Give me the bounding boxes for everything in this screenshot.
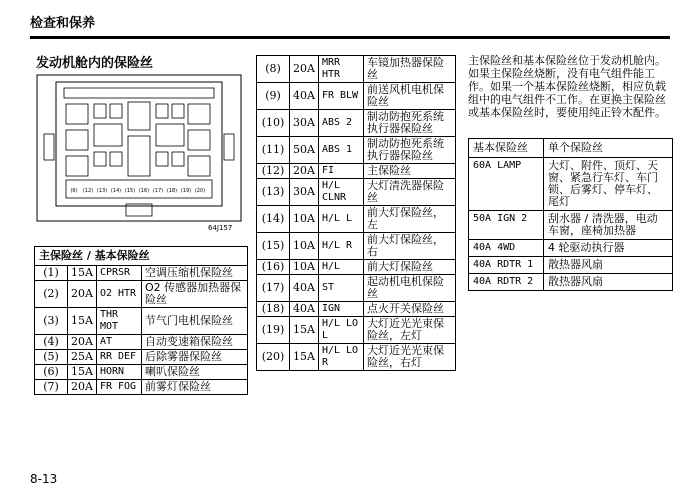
fuse-number: (6) xyxy=(35,365,68,380)
fuse-code: H/L L xyxy=(318,206,363,233)
fuse-amperage: 30A xyxy=(290,110,319,137)
fuse-label: (19) xyxy=(180,188,192,194)
single-fuse-col-header: 单个保险丝 xyxy=(544,139,673,158)
fuse-number: (12) xyxy=(257,164,290,179)
table-row xyxy=(469,274,673,291)
fuse-description-paragraph: 主保险丝和基本保险丝位于发动机舱内。如果主保险丝烧断，没有电气组件能工作。如果一个基本保险丝烧断，相应负载组中的电气组件不工作。在更换主保险丝或基本保险丝时，要使用纯正铃木配件。 xyxy=(468,54,666,119)
fuse-label: (13) xyxy=(96,188,108,194)
single-fuse-items: 散热器风扇 xyxy=(544,257,673,274)
fuse-description: 制动防抱死系统执行器保险丝 xyxy=(363,110,455,137)
fuse-description: 前雾灯保险丝 xyxy=(141,380,247,395)
fuse-number: (9) xyxy=(257,83,290,110)
fuse-code: H/L CLNR xyxy=(318,179,363,206)
fuse-code: MRR HTR xyxy=(318,56,363,83)
single-fuse-items: 散热器风扇 xyxy=(544,274,673,291)
table-row xyxy=(257,179,456,206)
fuse-description: 节气门电机保险丝 xyxy=(141,308,247,335)
fuse-code: H/L R xyxy=(318,233,363,260)
fuse-amperage: 15A xyxy=(290,317,319,344)
fuse-number: (3) xyxy=(35,308,68,335)
fuse-code: THR MOT xyxy=(96,308,141,335)
fuse-code: FR FOG xyxy=(96,380,141,395)
fuse-code: CPRSR xyxy=(96,266,141,281)
fuse-code: H/L LO R xyxy=(318,344,363,371)
basic-fuse-name: 40A RDTR 1 xyxy=(469,257,544,274)
fuse-amperage: 25A xyxy=(68,350,97,365)
table-row xyxy=(257,137,456,164)
fuse-amperage: 15A xyxy=(68,365,97,380)
basic-fuse-name: 40A 4WD xyxy=(469,240,544,257)
fuse-description: 制动防抱死系统执行器保险丝 xyxy=(363,137,455,164)
fuse-description: 大灯近光光束保险丝，左灯 xyxy=(363,317,455,344)
fuse-description: 喇叭保险丝 xyxy=(141,365,247,380)
table-row xyxy=(257,344,456,371)
fuse-description: 点火开关保险丝 xyxy=(363,302,455,317)
fuse-code: ABS 2 xyxy=(318,110,363,137)
header-rule xyxy=(30,36,670,39)
fuse-code: RR DEF xyxy=(96,350,141,365)
fuse-label: (20) xyxy=(194,188,206,194)
fuse-number: (18) xyxy=(257,302,290,317)
fuse-label: (6) xyxy=(70,188,78,194)
table-row xyxy=(257,83,456,110)
table-row xyxy=(469,257,673,274)
table-row xyxy=(469,240,673,257)
fuse-code: ST xyxy=(318,275,363,302)
fuse-code: ABS 1 xyxy=(318,137,363,164)
table-row xyxy=(35,335,248,350)
table-row xyxy=(257,260,456,275)
fuse-description: 前大灯保险丝 xyxy=(363,260,455,275)
fuse-number: (8) xyxy=(257,56,290,83)
table-row xyxy=(35,266,248,281)
fuse-label: (17) xyxy=(152,188,164,194)
fuse-amperage: 40A xyxy=(290,83,319,110)
fuse-amperage: 40A xyxy=(290,302,319,317)
basic-fuse-table xyxy=(468,138,673,291)
fuse-description: 前送风机电机保险丝 xyxy=(363,83,455,110)
fuse-label: (18) xyxy=(166,188,178,194)
fuse-amperage: 40A xyxy=(290,275,319,302)
fuse-amperage: 10A xyxy=(290,260,319,275)
main-fuse-table-header: 主保险丝 / 基本保险丝 xyxy=(35,247,248,266)
table-row xyxy=(257,56,456,83)
table-row xyxy=(35,380,248,395)
table-row xyxy=(257,302,456,317)
fuse-number: (20) xyxy=(257,344,290,371)
table-row xyxy=(35,350,248,365)
basic-fuse-name: 40A RDTR 2 xyxy=(469,274,544,291)
fuse-amperage: 30A xyxy=(290,179,319,206)
table-row xyxy=(257,164,456,179)
fuse-code: FR BLW xyxy=(318,83,363,110)
fuse-number: (1) xyxy=(35,266,68,281)
single-fuse-items: 4 轮驱动执行器 xyxy=(544,240,673,257)
fuse-number: (11) xyxy=(257,137,290,164)
fuse-amperage: 15A xyxy=(68,308,97,335)
main-fuse-table xyxy=(34,246,248,395)
fuse-number: (17) xyxy=(257,275,290,302)
fuse-number: (16) xyxy=(257,260,290,275)
fuse-label: (14) xyxy=(110,188,122,194)
figure-code: 64J157 xyxy=(208,224,233,232)
single-fuse-items: 大灯、附件、顶灯、天窗、紧急行车灯、车门锁、后雾灯、停车灯、尾灯 xyxy=(544,158,673,211)
fuse-amperage: 20A xyxy=(68,380,97,395)
table-row xyxy=(257,206,456,233)
fuse-description: 车镜加热器保险丝 xyxy=(363,56,455,83)
fuse-description: 大灯清洗器保险丝 xyxy=(363,179,455,206)
table-row xyxy=(469,158,673,211)
fuse-number: (7) xyxy=(35,380,68,395)
fuse-number: (15) xyxy=(257,233,290,260)
fuse-number: (10) xyxy=(257,110,290,137)
fuse-number: (2) xyxy=(35,281,68,308)
section-title: 发动机舱内的保险丝 xyxy=(36,56,154,71)
fuse-amperage: 20A xyxy=(68,281,97,308)
fuse-label: (16) xyxy=(138,188,150,194)
fuse-amperage: 20A xyxy=(290,164,319,179)
fuse-amperage: 10A xyxy=(290,233,319,260)
table-row xyxy=(257,275,456,302)
fuse-list-table xyxy=(256,55,456,371)
page-number: 8-13 xyxy=(30,472,58,486)
fuse-description: O2 传感器加热器保险丝 xyxy=(141,281,247,308)
fuse-amperage: 20A xyxy=(290,56,319,83)
single-fuse-items: 刮水器 / 清洗器，电动车窗，座椅加热器 xyxy=(544,211,673,240)
fuse-code: H/L xyxy=(318,260,363,275)
fuse-code: IGN xyxy=(318,302,363,317)
fuse-box-diagram xyxy=(36,74,242,222)
table-row xyxy=(257,110,456,137)
fuse-description: 前大灯保险丝，右 xyxy=(363,233,455,260)
fuse-description: 自动变速箱保险丝 xyxy=(141,335,247,350)
fuse-description: 前大灯保险丝，左 xyxy=(363,206,455,233)
basic-fuse-col-header: 基本保险丝 xyxy=(469,139,544,158)
table-row xyxy=(257,233,456,260)
fuse-description: 起动机电机保险丝 xyxy=(363,275,455,302)
table-row xyxy=(257,317,456,344)
fuse-number: (13) xyxy=(257,179,290,206)
table-row xyxy=(35,281,248,308)
fuse-amperage: 15A xyxy=(290,344,319,371)
chapter-title: 检查和保养 xyxy=(30,16,96,31)
fuse-number: (5) xyxy=(35,350,68,365)
fuse-description: 大灯近光光束保险丝，右灯 xyxy=(363,344,455,371)
fuse-code: HORN xyxy=(96,365,141,380)
fuse-description: 后除雾器保险丝 xyxy=(141,350,247,365)
fuse-code: AT xyxy=(96,335,141,350)
fuse-amperage: 10A xyxy=(290,206,319,233)
fuse-description: 空调压缩机保险丝 xyxy=(141,266,247,281)
fuse-label: (15) xyxy=(124,188,136,194)
table-row xyxy=(35,308,248,335)
fuse-description: 主保险丝 xyxy=(363,164,455,179)
fuse-number: (14) xyxy=(257,206,290,233)
table-row xyxy=(35,365,248,380)
fuse-amperage: 50A xyxy=(290,137,319,164)
basic-fuse-name: 60A LAMP xyxy=(469,158,544,211)
fuse-number: (4) xyxy=(35,335,68,350)
table-row xyxy=(469,211,673,240)
fuse-code: O2 HTR xyxy=(96,281,141,308)
fuse-code: FI xyxy=(318,164,363,179)
fuse-amperage: 15A xyxy=(68,266,97,281)
fuse-label: (12) xyxy=(82,188,94,194)
fuse-number: (19) xyxy=(257,317,290,344)
fuse-amperage: 20A xyxy=(68,335,97,350)
basic-fuse-name: 50A IGN 2 xyxy=(469,211,544,240)
fuse-code: H/L LO L xyxy=(318,317,363,344)
